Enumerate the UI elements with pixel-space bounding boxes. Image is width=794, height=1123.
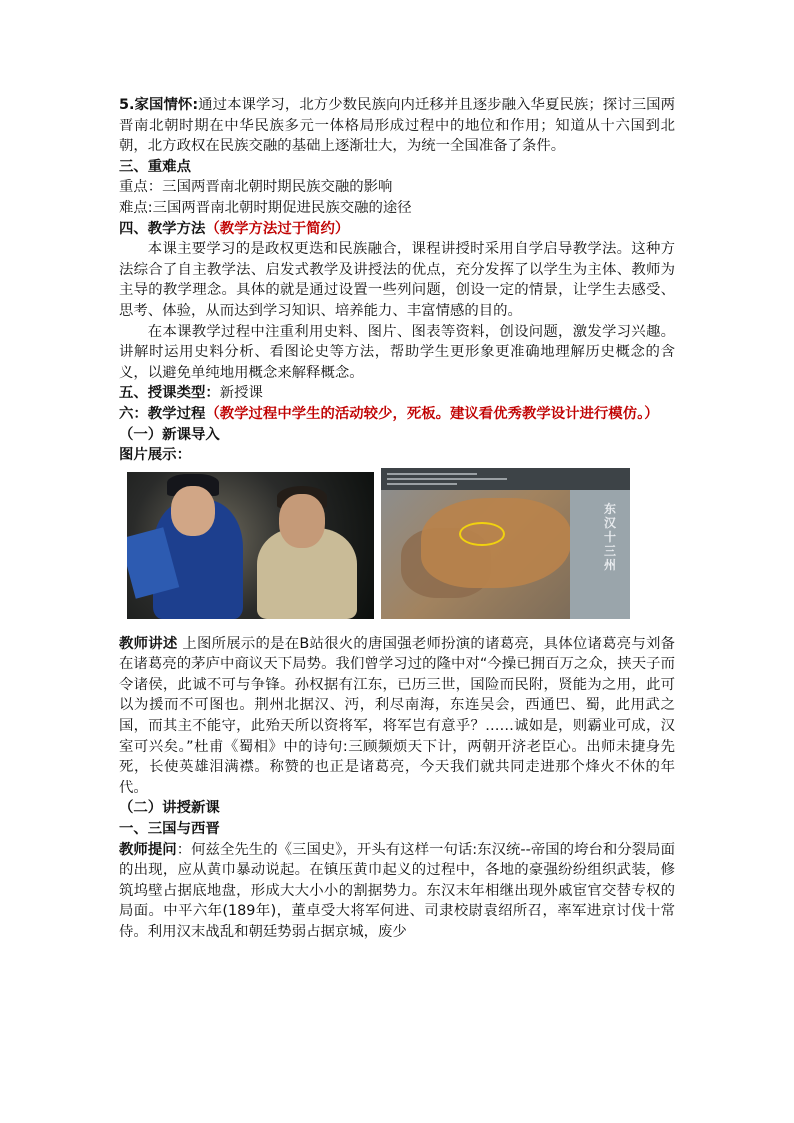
section-6-comment: （教学过程中学生的活动较少，死板。建议看优秀教学设计进行模仿。） (205, 405, 659, 422)
part-2-title: （二）讲授新课 (119, 800, 220, 817)
section-4-comment: （教学方法过于简约） (205, 220, 350, 237)
drama-still-image (127, 472, 374, 619)
teacher-question-label: 教师提问 (119, 841, 177, 858)
objective-5-text: 通过本课学习，北方少数民族向内迁移并且逐步融入华夏民族；探讨三国两晋南北朝时期在中华民族多元一体格局形成过程中的地位和作用；知道从十六国到北朝，北方政权在民族交融的基础上逐渐壮大，为统一全国准备了条件。 (119, 97, 675, 155)
lesson-1-title: 一、三国与西晋 (119, 821, 220, 838)
teacher-talk (119, 634, 675, 799)
document-content (119, 95, 675, 943)
map-sea (570, 490, 630, 619)
section-3-title: 三、重难点 (119, 158, 191, 175)
map-highlight-ring (459, 522, 505, 546)
section-4-heading (119, 219, 675, 240)
section-4-title: 四、教学方法 (119, 220, 206, 237)
objective-5 (119, 95, 675, 157)
pictures-label: 图片展示： (119, 447, 191, 464)
map-title-label: 东汉十三州 (604, 501, 617, 572)
teacher-talk-text: 上图所展示的是在B站很火的唐国强老师扮演的诸葛亮，具体位诸葛亮与刘备在诸葛亮的茅庐中商议天下局势。我们曾学习过的隆中对“今操已拥百万之众，挟天子而令诸侯，此诚不可与争锋。孙权据有江东，已历三世，国险而民附，贤能为之用，此可以为援而不可图也。荆州北据汉、沔，利尽南海，东连吴会，西通巴、蜀，此用武之国，而其主不能守，此殆天所以资将军，将军岂有意乎？……诚如是，则霸业可成，汉室可兴矣。”杜甫《蜀相》中的诗句:三顾频烦天下计，两朝开济老臣心。出师未捷身先死，长使英雄泪满襟。称赞的也正是诸葛亮，今天我们就共同走进那个烽火不休的年代。 (119, 635, 676, 796)
historical-map-image (381, 468, 630, 619)
map-header-line (387, 483, 457, 485)
map-header-line (387, 478, 507, 480)
teacher-question (119, 840, 675, 943)
difficulty: 难点:三国两晋南北朝时期促进民族交融的途径 (119, 199, 412, 216)
head-shape-a (171, 486, 215, 536)
section-5-value: 新授课 (219, 385, 263, 402)
part-1-title: （一）新课导入 (119, 426, 220, 443)
teacher-talk-label: 教师讲述 (119, 635, 178, 652)
map-header-line (387, 473, 477, 475)
section-5-title: 五、授课类型： (119, 385, 220, 402)
map-header (381, 468, 630, 490)
section-4-paragraph-1: 本课主要学习的是政权更迭和民族融合，课程讲授时采用自学启导教学法。这种方法综合了自主教学法、启发式教学及讲授法的优点，充分发挥了以学生为主体、教师为主导的教学理念。具体的就是通过设置一些列问题，创设一定的情景，让学生去感受、思考、体验，从而达到学习知识、培养能力、丰富情感的目的。 (119, 241, 675, 319)
section-6-title: 六：教学过程 (119, 405, 206, 422)
key-point: 重点：三国两晋南北朝时期民族交融的影响 (119, 179, 393, 196)
section-5 (119, 383, 675, 404)
teacher-question-text: ：何兹全先生的《三国史》，开头有这样一句话:东汉统--帝国的垮台和分裂局面的出现，应从黄巾暴动说起。在镇压黄巾起义的过程中，各地的豪强纷纷组织武装，修筑坞壁占据底地盘，形成大大小小的割据势力。东汉末年相继出现外戚宦官交替专权的局面。中平六年(189年)，董卓受大将军何进、司隶校尉袁绍所召，率军进京讨伐十常侍。利用汉末战乱和朝廷势弱占据京城，废少 (119, 841, 675, 940)
head-shape-b (279, 494, 325, 548)
section-6-heading (119, 404, 675, 425)
figure-row (119, 472, 675, 622)
section-4-paragraph-2: 在本课教学过程中注重利用史料、图片、图表等资料，创设问题，激发学习兴趣。讲解时运用史料分析、看图论史等方法，帮助学生更形象更准确地理解历史概念的含义，以避免单纯地用概念来解释概念。 (119, 323, 675, 381)
objective-5-heading: 5.家国情怀: (119, 97, 199, 113)
